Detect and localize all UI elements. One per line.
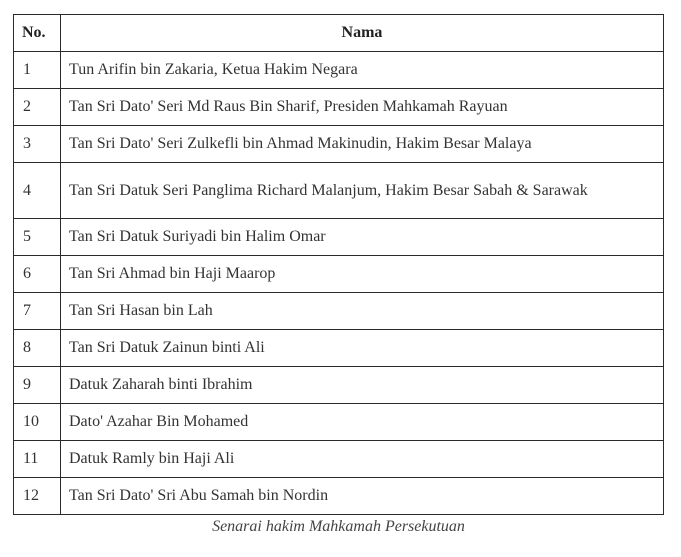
- table-caption: Senarai hakim Mahkamah Persekutuan: [212, 518, 465, 535]
- judge-name: Tan Sri Dato' Seri Md Raus Bin Sharif, Presiden Mahkamah Rayuan: [61, 89, 664, 126]
- row-number: 9: [14, 367, 61, 404]
- table-row: [14, 52, 664, 89]
- row-number: 5: [14, 219, 61, 256]
- table-row: [14, 163, 664, 219]
- judge-name: Tan Sri Ahmad bin Haji Maarop: [61, 256, 664, 293]
- judge-name: Datuk Ramly bin Haji Ali: [61, 441, 664, 478]
- judge-name: Tan Sri Dato' Seri Zulkefli bin Ahmad Makinudin, Hakim Besar Malaya: [61, 126, 664, 163]
- judge-name: Tan Sri Datuk Zainun binti Ali: [61, 330, 664, 367]
- row-number: 11: [14, 441, 61, 478]
- table-row: [14, 330, 664, 367]
- judge-name: Dato' Azahar Bin Mohamed: [61, 404, 664, 441]
- row-number: 10: [14, 404, 61, 441]
- row-number: 2: [14, 89, 61, 126]
- table-row: [14, 478, 664, 515]
- table-row: [14, 89, 664, 126]
- header-name: Nama: [61, 15, 664, 52]
- table-header-row: [14, 15, 664, 52]
- row-number: 12: [14, 478, 61, 515]
- judge-name: Datuk Zaharah binti Ibrahim: [61, 367, 664, 404]
- row-number: 3: [14, 126, 61, 163]
- row-number: 6: [14, 256, 61, 293]
- table-row: [14, 293, 664, 330]
- judge-name: Tan Sri Datuk Seri Panglima Richard Malanjum, Hakim Besar Sabah & Sarawak: [61, 163, 664, 219]
- table-row: [14, 404, 664, 441]
- row-number: 7: [14, 293, 61, 330]
- table-row: [14, 219, 664, 256]
- table-row: [14, 367, 664, 404]
- header-no: No.: [14, 15, 61, 52]
- judge-name: Tan Sri Hasan bin Lah: [61, 293, 664, 330]
- judge-name: Tan Sri Dato' Sri Abu Samah bin Nordin: [61, 478, 664, 515]
- judge-name: Tun Arifin bin Zakaria, Ketua Hakim Negara: [61, 52, 664, 89]
- table-row: [14, 441, 664, 478]
- table-row: [14, 126, 664, 163]
- row-number: 1: [14, 52, 61, 89]
- judge-name: Tan Sri Datuk Suriyadi bin Halim Omar: [61, 219, 664, 256]
- row-number: 4: [14, 163, 61, 219]
- table-row: [14, 256, 664, 293]
- judges-table: [13, 14, 664, 515]
- row-number: 8: [14, 330, 61, 367]
